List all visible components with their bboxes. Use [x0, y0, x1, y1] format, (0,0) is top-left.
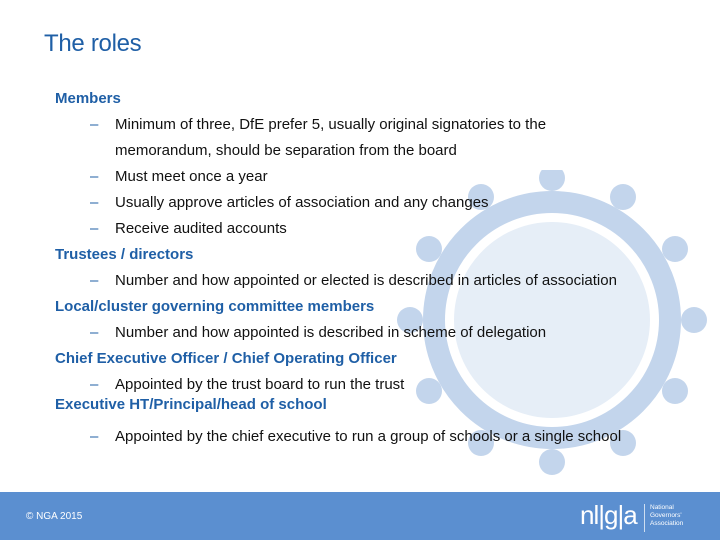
person-head-icon: [416, 236, 442, 262]
person-head-icon: [539, 170, 565, 191]
copyright-text: © NGA 2015: [26, 511, 83, 522]
role-detail: [90, 376, 404, 394]
deco-center: [454, 222, 650, 418]
logo-mark: nl|g|a: [580, 500, 637, 530]
dash-bullet: –: [90, 168, 99, 185]
role-detail-continuation: memorandum, should be separation from the board: [115, 142, 457, 159]
person-head-icon: [610, 184, 636, 210]
slide-title: The roles: [44, 30, 142, 57]
role-detail-text: Receive audited accounts: [115, 220, 287, 237]
role-heading: Members: [55, 90, 121, 107]
role-detail: [90, 194, 489, 212]
dash-bullet: –: [90, 428, 99, 445]
dash-bullet: –: [90, 376, 99, 393]
logo-wordmark: [650, 504, 710, 528]
dash-bullet: –: [90, 220, 99, 237]
role-detail-text: Appointed by the trust board to run the trust: [115, 376, 405, 393]
person-head-icon: [662, 236, 688, 262]
role-heading: Trustees / directors: [55, 246, 194, 263]
footer-bar: [0, 492, 720, 540]
logo-divider: [644, 504, 645, 532]
dash-bullet: –: [90, 116, 99, 133]
role-detail-text: Usually approve articles of association and any changes: [115, 194, 489, 211]
role-detail-text: Number and how appointed or elected is described in articles of association: [115, 272, 617, 289]
dash-bullet: –: [90, 194, 99, 211]
person-head-icon: [539, 449, 565, 475]
role-heading: Chief Executive Officer / Chief Operating Officer: [55, 350, 397, 367]
logo-line: Governors': [650, 512, 682, 519]
person-head-icon: [662, 378, 688, 404]
role-detail: [90, 324, 546, 342]
person-head-icon: [681, 307, 707, 333]
person-head-icon: [416, 378, 442, 404]
role-heading: Local/cluster governing committee members: [55, 298, 375, 315]
nga-logo: [580, 496, 710, 536]
dash-bullet: –: [90, 324, 99, 341]
role-detail: [90, 272, 617, 290]
role-heading: Executive HT/Principal/head of school: [55, 396, 327, 413]
role-detail-text: Number and how appointed is described in scheme of delegation: [115, 324, 547, 341]
logo-line: Association: [650, 520, 684, 527]
logo-line: National: [650, 504, 674, 511]
role-detail: [90, 116, 546, 134]
role-detail-text: Appointed by the chief executive to run a group of schools or a single school: [115, 428, 622, 445]
role-detail-text: Minimum of three, DfE prefer 5, usually original signatories to the: [115, 116, 547, 133]
role-detail-text: Must meet once a year: [115, 168, 268, 185]
role-detail: [90, 168, 268, 186]
role-detail: [90, 428, 621, 446]
dash-bullet: –: [90, 272, 99, 289]
role-detail: [90, 220, 287, 238]
